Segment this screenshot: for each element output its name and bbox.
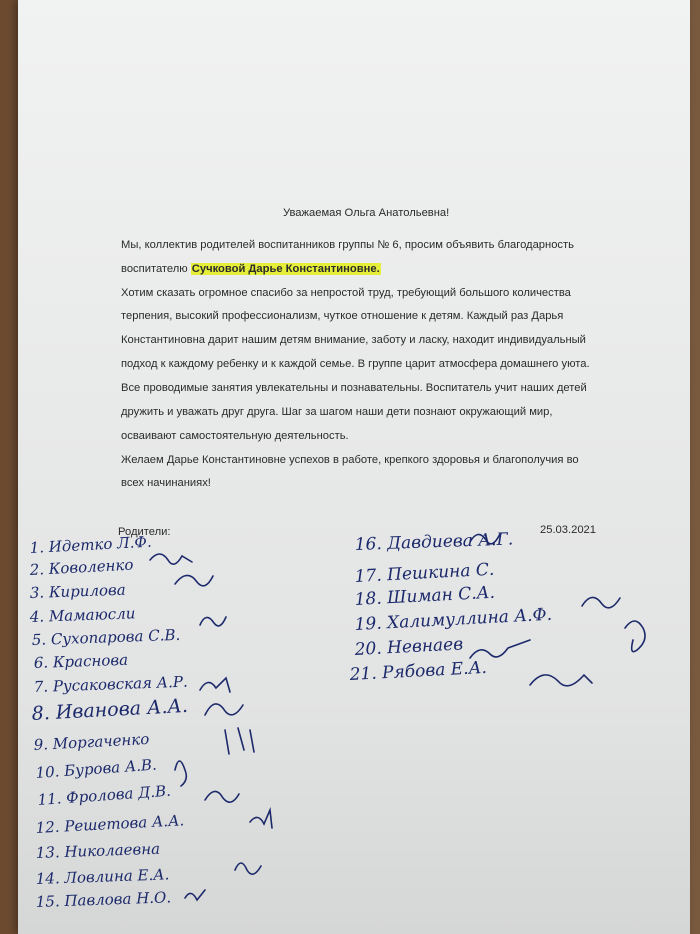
signature-entry: 2. Коволенко [29,555,134,579]
flourish-18 [582,597,620,607]
flourish-15 [185,890,205,900]
signature-entry: 5. Сухопарова С.В. [31,625,181,649]
signature-entry: 8. Иванова А.А. [31,694,189,725]
flourish-14 [235,863,261,874]
signature-entry: 3. Кирилова [29,580,126,602]
body-line-2-prefix: воспитателю [121,263,188,275]
teacher-name-highlight: Сучковой Дарье Константиновне. [191,263,380,275]
body-line-1: Мы, коллектив родителей воспитанников группы № 6, просим объявить благодарность [121,239,574,251]
flourish-8 [205,704,243,715]
flourish-19 [625,621,645,652]
flourish-9 [225,728,254,754]
body-line-9: осваивают самостоятельную деятельность. [121,430,349,442]
signature-entry: 20. Невнаев [354,634,464,660]
flourish-21 [530,675,592,686]
flourish-7 [200,678,230,692]
signature-entry: 1. Идетко Л.Ф. [29,532,153,557]
signature-entry: 19. Халимуллина А.Ф. [354,604,553,635]
signature-entry: 4. Мамаюсли [29,604,136,626]
signature-entry: 10. Бурова А.В. [35,755,158,782]
signature-entry: 6. Краснова [33,650,129,672]
body-line-7: Все проводимые занятия увлекательны и познавательны. Воспитатель учит наших детей [121,382,587,394]
body-line-11: всех начинаниях! [121,477,211,489]
signature-entry: 11. Фролова Д.В. [37,781,172,809]
flourish-11 [205,791,239,802]
flourish-20 [470,640,530,658]
flourish-10 [175,761,186,786]
signature-entry: 7. Русаковская А.Р. [33,672,188,696]
date: 25.03.2021 [540,524,596,536]
parents-label: Родители: [118,526,171,538]
body-line-10: Желаем Дарье Константиновне успехов в работе, крепкого здоровья и благополучия во [121,454,579,466]
flourish-2 [175,575,213,585]
signature-entry: 13. Николаевна [35,839,161,862]
flourish-4 [200,617,226,626]
body-line-4: терпения, высокий профессионализм, чуткое отношение к детям. Каждый раз Дарья [121,310,564,322]
salutation: Уважаемая Ольга Анатольевна! [283,207,450,219]
body-line-3: Хотим сказать огромное спасибо за непростой труд, требующий большого количества [121,287,571,299]
flourish-12 [250,810,272,828]
body-line-6: подход к каждому ребенку и к каждой семье. В группе царит атмосфера домашнего уюта. [121,358,590,370]
signature-entry: 18. Шиман С.А. [354,582,496,610]
flourish-1 [150,554,192,564]
signature-entry: 9. Моргаченко [33,729,150,754]
body-line-5: Константиновна дарит нашим детям внимание, заботу и ласку, находит индивидуальный [121,334,586,346]
signature-entry: 15. Павлова Н.О. [35,888,172,911]
signature-entry: 14. Ловлина Е.А. [35,865,170,888]
signature-entry: 17. Пешкина С. [354,559,495,587]
signature-entry: 16. Давдиева А.Г. [354,529,514,555]
signature-entry: 12. Решетова А.А. [35,811,185,837]
body-line-8: дружить и уважать друг друга. Шаг за шагом наши дети познают окружающий мир, [121,406,553,418]
signature-entry: 21. Рябова Е.А. [349,657,488,685]
